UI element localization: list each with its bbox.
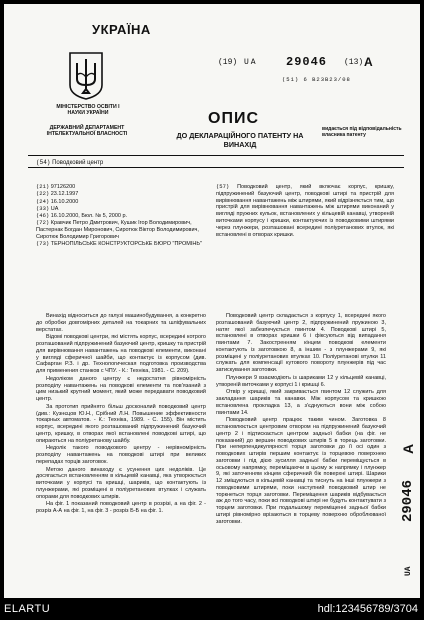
description-right-column — [216, 313, 386, 526]
field-code: (57) — [216, 183, 230, 190]
country-code: UA — [244, 58, 258, 67]
biblio-field-21 — [36, 184, 202, 191]
paragraph: Недоліком даного центру є недостатня рівномірність розподілу навантажень на поводкові елементи та пов'язаний з цим низький крутний момент, який може передавати поводковий центр. — [36, 375, 206, 402]
side-patent-number: 29046 — [400, 479, 416, 522]
biblio-field-22 — [36, 191, 202, 198]
bibliographic-data — [36, 184, 202, 249]
invention-title-text: Поводковий центр — [52, 160, 104, 166]
field-value: 23.12.1997 — [50, 191, 79, 198]
patent-number: 29046 — [286, 55, 328, 69]
paragraph: Плунжери 9 взаємодіють із шариками 12 у кільцевій канавці, утвореній виточками у корпусі 1 і кришці 6. — [216, 374, 386, 388]
field-code: (54) — [36, 159, 51, 166]
field-code: (21) — [36, 183, 50, 190]
field-value: Кравчик Петро Дмитрович, Кушик Ігор Володимирович, Пастернак Богдан Миронович, Сиротюк Віктор Володимирович, Сиротюк Володимир Григорович — [36, 220, 199, 241]
footer-handle: hdl:123456789/3704 — [317, 603, 418, 615]
paragraph: Поводковий центр складається з корпусу 1, всередині якого розташований базуючий центр 2, підпружинений пружиною 3, натяг якої забезпечується гвинтом 4. Поводкові штирі 5, встановлені в отворах кришки 6 і фіксуються від випадання гвинтами 7. Закостренням кінцем поводкові елементи контактують із заготовкою 8, а іншим - з плунжерами 9, які розміщені у поліуретанових втулках 10. Поліуретанові втулки 11 служать для компенсації кутового повороту плунжерів під час затискування заготовки. — [216, 313, 386, 373]
field-code: (33) — [36, 204, 50, 212]
claim-text: Поводковий центр, який включає корпус, кришку, підпружинений базуючий центр, поводкові штирі та пристрій для вирівнювання навантажень між штирями, який відрізняється тим, що пристрій для вирівнювання навантажень між штирями виконаний у вигляді пружних кульок, встановлених у кільцевій канавці, утвореній виточками корпусу і кришки, контактуючих із поводковими штирями через плунжери, розташовані всередині поліуретанових втулок, які встановлені в отворах кришки. — [216, 184, 394, 238]
paragraph: Метою даного винаходу є усунення цих недоліків. Це досягається встановленням в кільцевій канавці, яка утворюється виточками у корпусі та кришці, шариків, що контактують із плунжерами, які розміщені в поліуретанових втулках і служать опорами для поводкових штирів. — [36, 466, 206, 500]
side-country-code: UA — [404, 566, 413, 576]
invention-title — [36, 159, 103, 166]
biblio-field-72 — [36, 220, 202, 240]
biblio-field-24 — [36, 199, 202, 206]
claim-abstract — [216, 184, 394, 238]
description-left-column — [36, 313, 206, 516]
page-subtitle: ДО ДЕКЛАРАЦІЙНОГО ПАТЕНТУ НА ВИНАХІД — [176, 131, 304, 149]
document-page — [4, 4, 420, 598]
biblio-field-33 — [36, 206, 202, 213]
issued-note: видається під відповідальність власника патенту — [322, 126, 402, 138]
biblio-field-46 — [36, 213, 202, 220]
paragraph: Поводковий центр працює таким чином. Заготовка 8 встановлюється центровим отвором на підпружинений базуючий центр 2 і підтискається центром задньої бабки (на фіг. не показаний) до вершин поводкових штирів 5 в торець заготовки. При неперпендикулярності торця заготовки до її осі один з поводкових штирів першим контактує із торцевою поверхнею заготовки і під дією зусилля задньої бабки переміщується в осьовому напрямку, переміщаючи в цьому ж напрямку і плунжер 9, які заточенням кінцем сферичний бік поверхні штирі. Шарики 12 зміщуються в кільцевій канавці та тиснуть на інші плунжери з поводковими штирями, поки наступний поводковий штир не торкнеться торця заготовки. Переміщення шариків відбувається аж до того часу, поки всі поводкові штирі не будуть контактувати з торцем заготовки. При подальшому переміщенні задньої бабки штирі рівномірно врізаються в торцеву поверхню оброблюваної заготовки. — [216, 417, 386, 525]
page-title: ОПИС — [208, 110, 259, 127]
footer-repository-name: ELARTU — [4, 603, 51, 615]
paragraph: За прототип прийнято більш досконалий поводковий центр (див.: Кузнєцов Ю.Н., Срібний Л.Н. Повышение эффективности токарных автоматов. - К.: Техніка, 1989. - С. 155). Він містить корпус, всередині якого розташований підпружинений базуючий центр, кришку, в отворах якої встановлені поводкові штирі, що опираються на поліуретанову шайбу. — [36, 403, 206, 444]
country-name: УКРАЇНА — [92, 22, 151, 37]
kind-code: A — [364, 55, 373, 69]
field-value: 97126200 — [50, 184, 76, 190]
field-code: (46) — [36, 212, 50, 220]
patent-label-13: (13) — [344, 58, 364, 67]
biblio-field-73 — [36, 241, 202, 248]
patent-number-line — [218, 55, 404, 71]
divider — [28, 155, 404, 156]
field-code: (24) — [36, 197, 50, 205]
field-value: 16.10.2000 — [50, 198, 79, 205]
field-value: UA — [50, 205, 59, 212]
paragraph: Винахід відноситься до галузі машинобудування, а конкретно до обробки довгомірних деталей на токарних та шліфувальних верстатах. — [36, 313, 206, 333]
department-name: ДЕРЖАВНИЙ ДЕПАРТАМЕНТ ІНТЕЛЕКТУАЛЬНОЇ ВЛАСНОСТІ — [46, 125, 128, 138]
paragraph: На фіг. 1 показаний поводковий центр в розрізі, а на фіг. 2 - розріз А-А на фіг. 1, на фіг. 3 - розріз Б-Б на фіг. 1. — [36, 501, 206, 514]
trident-emblem-icon — [68, 51, 104, 101]
paragraph: Отвір у кришці, який закривається гвинтом 12 служить для закладання шариків та канавки. Між корпусом та кришкою встановлена прокладка 13, а з'єднуються вони між собою гвинтами 14. — [216, 389, 386, 416]
paragraph: Відомі поводкові центри, які містять корпус, всередині котрого розташований підпружинений базуючий центр, кришку та пристрій для вирівнювання навантажень на поводкові елементи, виконані у вигляді сферичної шайби, що контактує із корпусом (див. Сафарган Р.З. і др. Технологическая подготовка производства для применения станков с ЧПУ. - К.: Техніка, 1981. - С. 209). — [36, 334, 207, 374]
field-code: (22) — [36, 190, 50, 198]
classification-code: (51) 6 B23B23/08 — [282, 76, 351, 83]
divider — [28, 167, 404, 168]
field-code: (73) — [36, 240, 50, 248]
field-value: ТЕРНОПІЛЬСЬКЕ КОНСТРУКТОРСЬКЕ БЮРО "ПРОМІНЬ" — [50, 241, 202, 248]
paragraph: Недолік такого поводкового центру - нерівномірність розподілу навантажень на поводкові штирі при великих перепадах торців заготовок. — [36, 445, 206, 465]
side-kind-code: A — [400, 443, 416, 454]
field-code: (72) — [36, 219, 50, 227]
field-value: 16.10.2000, Бюл. № 5, 2000 р. — [50, 213, 128, 220]
ministry-name: МІНІСТЕРСТВО ОСВІТИ І НАУКИ УКРАЇНИ — [56, 104, 120, 117]
patent-label-19: (19) — [218, 58, 238, 67]
